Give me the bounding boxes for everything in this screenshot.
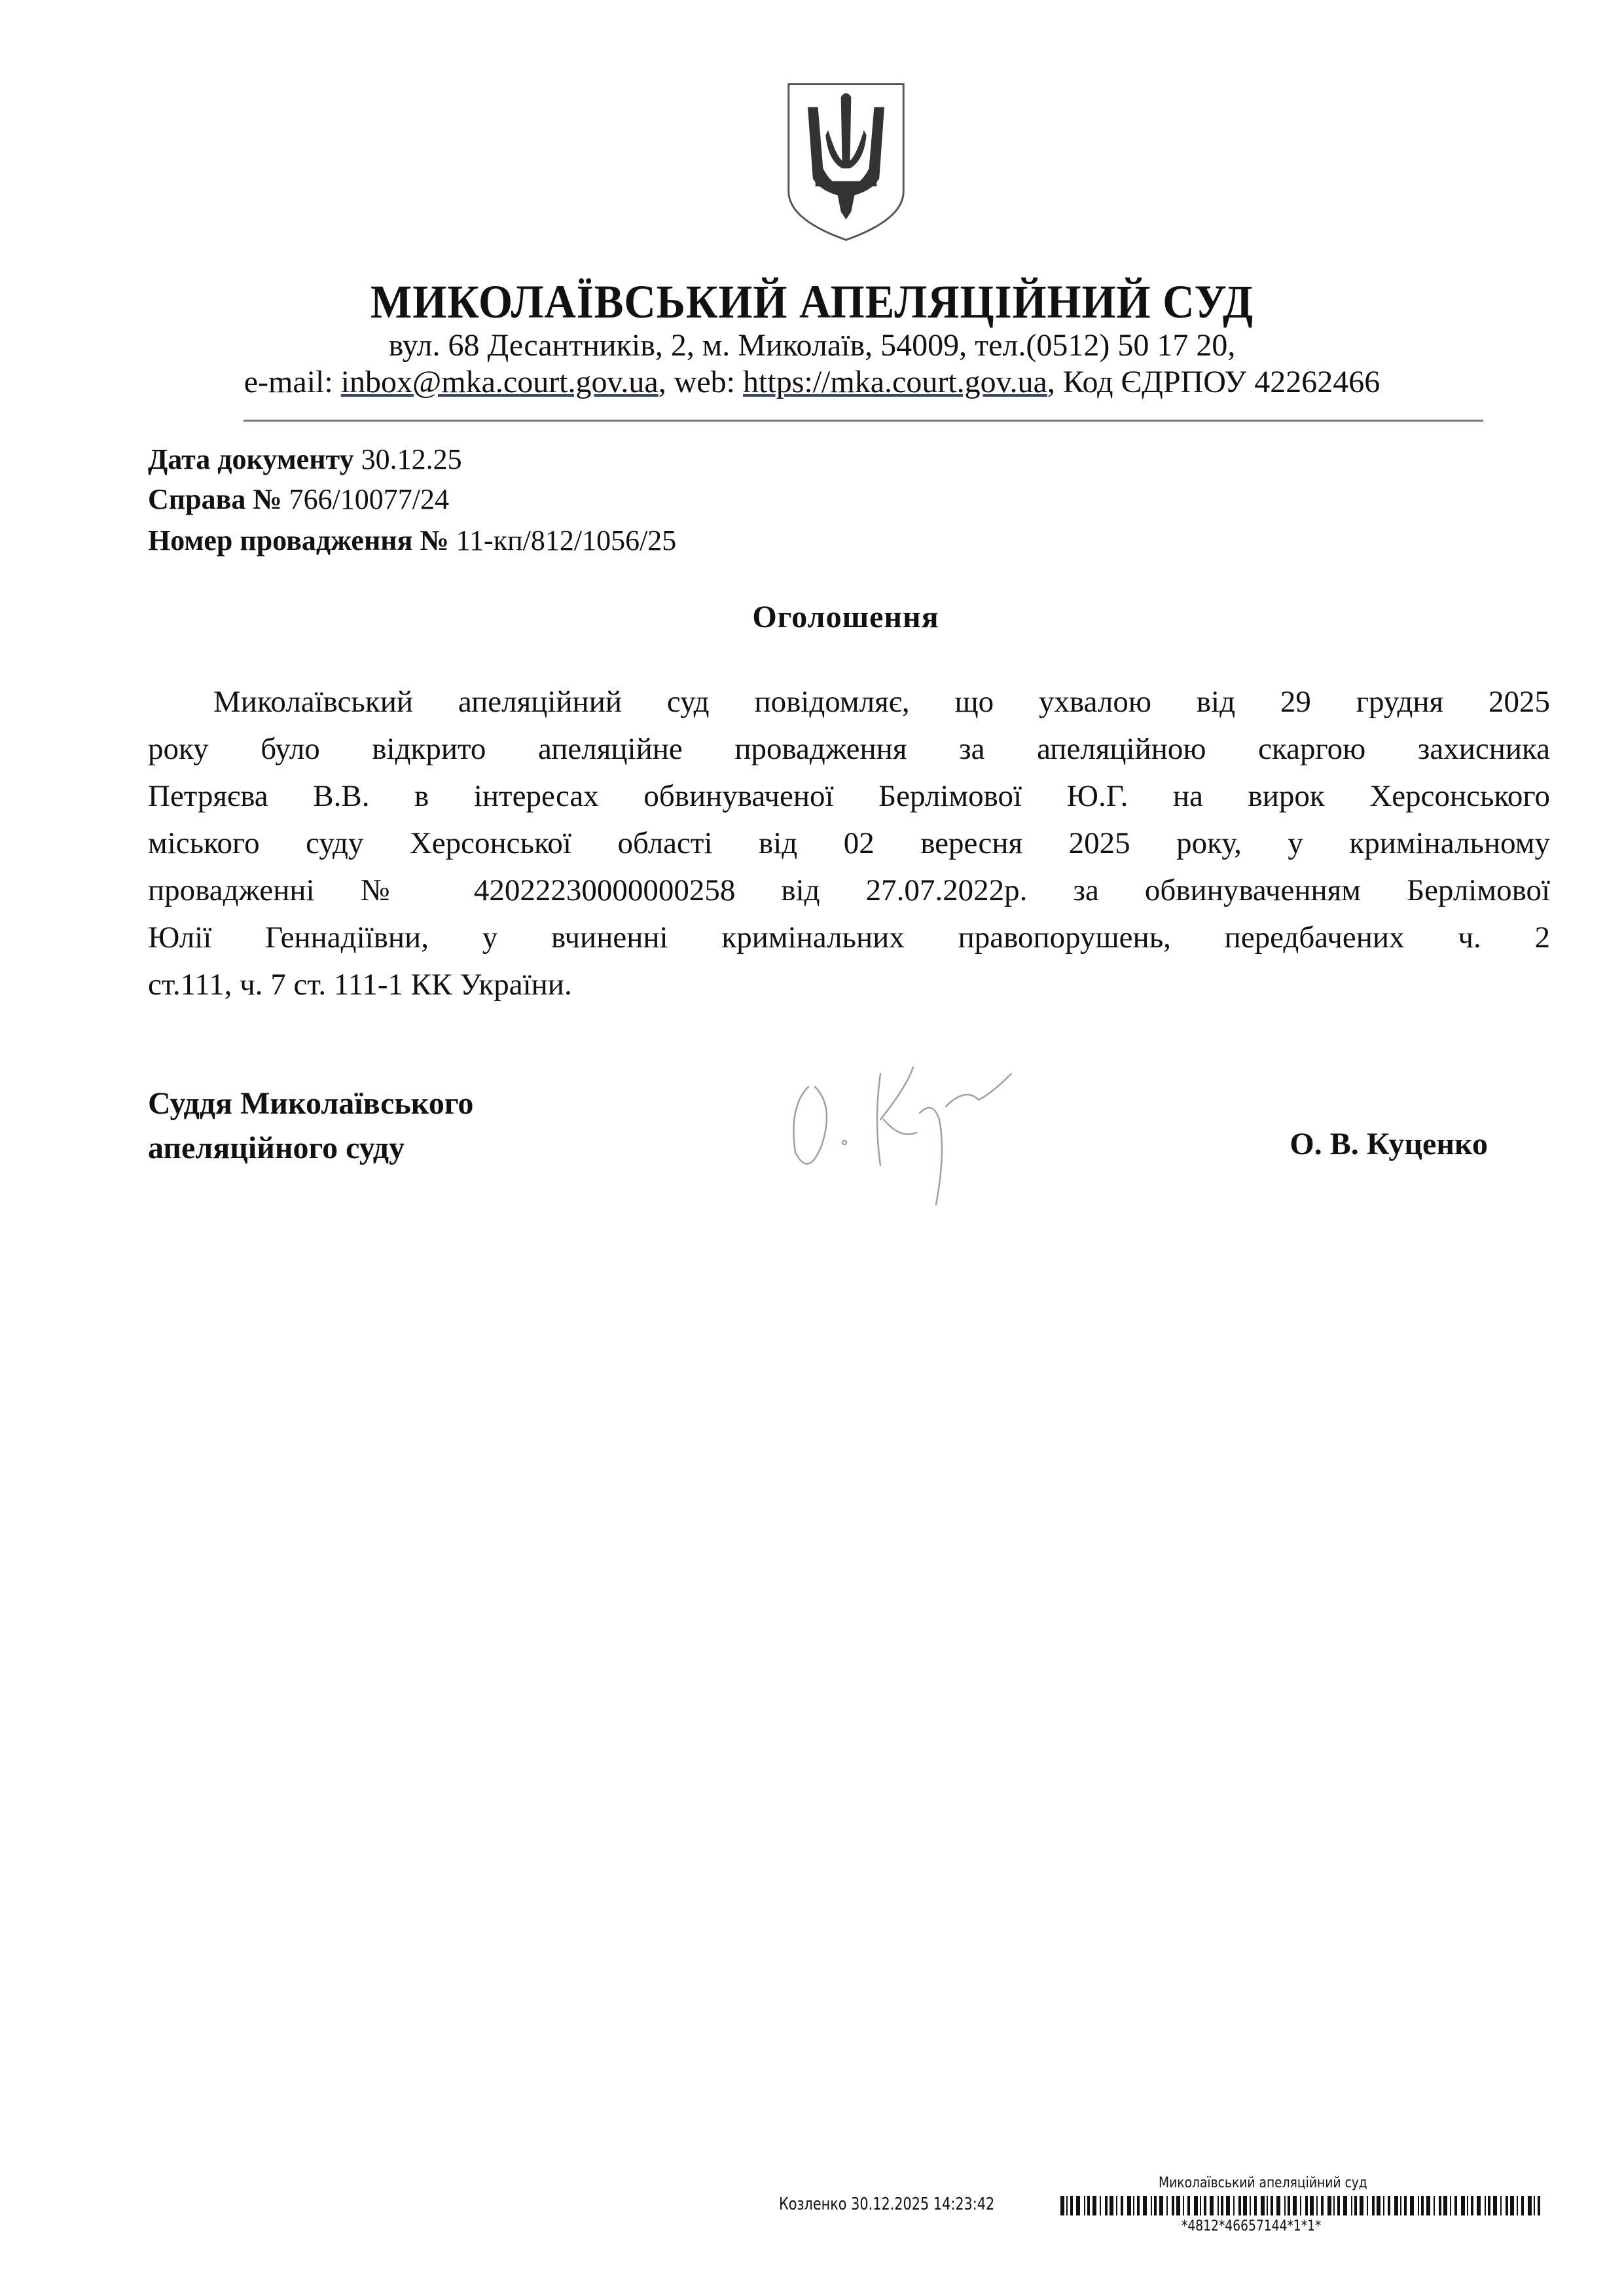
barcode-bar: [1454, 2196, 1457, 2215]
court-address: вул. 68 Десантників, 2, м. Миколаїв, 54009, тел.(0512) 50 17 20,: [388, 328, 1236, 363]
barcode-bar: [1267, 2196, 1268, 2215]
body-line: року було відкрито апеляційне провадження за апеляційною скаргою захисника: [148, 732, 1550, 766]
barcode-bar: [1517, 2196, 1518, 2215]
barcode-bar: [1421, 2196, 1424, 2215]
body-line: ст.111, ч. 7 ст. 111-1 КК України.: [148, 968, 572, 1002]
case-number-value: 766/10077/24: [289, 483, 450, 515]
barcode-bar: [1284, 2196, 1286, 2215]
barcode-bar: [1388, 2196, 1390, 2215]
edrpou-code: , Код ЄДРПОУ 42262466: [1047, 365, 1380, 399]
coat-of-arms-emblem: [782, 79, 910, 246]
case-number: [148, 483, 449, 516]
barcode-bar: [1221, 2196, 1223, 2215]
barcode-bar: [1154, 2196, 1157, 2215]
barcode-bar: [1426, 2196, 1430, 2215]
barcode-bar: [1110, 2196, 1113, 2215]
barcode-bar: [1226, 2196, 1230, 2215]
barcode-bar: [1060, 2196, 1064, 2215]
barcode-bar: [1485, 2196, 1486, 2215]
barcode-bar: [1410, 2196, 1414, 2215]
barcode-bar: [1333, 2196, 1335, 2215]
barcode-bar: [1087, 2196, 1090, 2215]
body-line: Петряєва В.В. в інтересах обвинуваченої Берлімової Ю.Г. на вирок Херсонського: [148, 779, 1550, 813]
document-date-value: 30.12.25: [361, 443, 462, 475]
barcode-bar: [1321, 2196, 1324, 2215]
barcode-bar: [1172, 2196, 1174, 2215]
barcode-bar: [1300, 2196, 1301, 2215]
barcode-bar: [1538, 2196, 1540, 2215]
barcode-bar: [1133, 2196, 1134, 2215]
barcode-bar: [1261, 2196, 1265, 2215]
barcode-bar: [1500, 2196, 1502, 2215]
barcode-bar: [1443, 2196, 1447, 2215]
barcode-bar: [1076, 2196, 1080, 2215]
barcode-bar: [1176, 2196, 1180, 2215]
barcode-number: *4812*46657144*1*1*: [1182, 2218, 1322, 2234]
email-link[interactable]: inbox@mka.court.gov.ua: [340, 365, 659, 399]
document-date: [148, 443, 462, 476]
document-date-label: Дата документу: [148, 443, 354, 475]
barcode-bar: [1400, 2196, 1401, 2215]
barcode-bar: [1194, 2196, 1198, 2215]
barcode-bar: [1471, 2196, 1473, 2215]
barcode-bar: [1151, 2196, 1152, 2215]
barcode-bar: [1183, 2196, 1184, 2215]
barcode-bar: [1488, 2196, 1490, 2215]
proceeding-number-value: 11-кп/812/1056/25: [456, 524, 677, 556]
proceeding-number-label: Номер провадження №: [148, 524, 449, 556]
barcode-bar: [1121, 2196, 1123, 2215]
body-line: міського суду Херсонської області від 02 вересня 2025 року, у кримінальному: [148, 826, 1550, 860]
barcode-bar: [1187, 2196, 1190, 2215]
barcode-bar: [1343, 2196, 1347, 2215]
barcode-bar: [1276, 2196, 1280, 2215]
barcode-bar: [1200, 2196, 1201, 2215]
barcode-bar: [1305, 2196, 1308, 2215]
barcode-bar: [1367, 2196, 1368, 2215]
judge-name: О. В. Куценко: [1290, 1127, 1488, 1161]
barcode-bar: [1383, 2196, 1384, 2215]
barcode-bar: [1100, 2196, 1101, 2215]
court-contacts: [0, 364, 1624, 400]
barcode-bar: [1218, 2196, 1219, 2215]
judge-title-line: апеляційного суду: [148, 1131, 405, 1165]
barcode-bar: [1127, 2196, 1131, 2215]
barcode-bar: [1238, 2196, 1241, 2215]
barcode-bar: [1233, 2196, 1235, 2215]
barcode-bar: [1293, 2196, 1297, 2215]
email-label: e-mail:: [244, 365, 341, 399]
barcode-bar: [1418, 2196, 1419, 2215]
barcode-bar: [1327, 2196, 1331, 2215]
barcode-bar: [1254, 2196, 1257, 2215]
barcode-bar: [1534, 2196, 1535, 2215]
barcode-bar: [1250, 2196, 1251, 2215]
barcode-bar: [1510, 2196, 1514, 2215]
barcode-bar: [1404, 2196, 1407, 2215]
barcode-bar: [1493, 2196, 1497, 2215]
barcode-bar: [1372, 2196, 1375, 2215]
barcode-bar: [1137, 2196, 1140, 2215]
barcode-bar: [1450, 2196, 1451, 2215]
barcode-bar: [1288, 2196, 1290, 2215]
body-line: провадженні № 42022230000000258 від 27.07.2022р. за обвинуваченням Берлімової: [148, 873, 1550, 907]
barcode-bar: [1070, 2196, 1073, 2215]
barcode-bar: [1159, 2196, 1163, 2215]
barcode-bar: [1377, 2196, 1380, 2215]
barcode-bar: [1351, 2196, 1352, 2215]
barcode-bar: [1143, 2196, 1147, 2215]
body-line: Юлії Геннадіївни, у вчиненні кримінальних правопорушень, передбачених ч. 2: [148, 920, 1550, 955]
barcode-bar: [1354, 2196, 1357, 2215]
stamp-user-timestamp: Козленко 30.12.2025 14:23:42: [779, 2195, 995, 2214]
barcode-bar: [1434, 2196, 1435, 2215]
barcode-bar: [1243, 2196, 1247, 2215]
case-number-label: Справа №: [148, 483, 282, 515]
barcode-bar: [1166, 2196, 1168, 2215]
barcode-bar: [1066, 2196, 1068, 2215]
barcode-bar: [1204, 2196, 1206, 2215]
registration-stamp: [779, 2175, 1551, 2240]
barcode-bar: [1467, 2196, 1468, 2215]
barcode-bar: [1271, 2196, 1273, 2215]
header-divider: [244, 420, 1483, 422]
barcode-bar: [1521, 2196, 1524, 2215]
barcode-bar: [1461, 2196, 1465, 2215]
barcode-bar: [1316, 2196, 1318, 2215]
announcement-body: [148, 678, 1550, 1008]
announcement-heading: Оголошення: [752, 600, 939, 634]
handwritten-signature: [782, 1048, 1044, 1218]
barcode-bar: [1116, 2196, 1117, 2215]
web-label: , web:: [658, 365, 744, 399]
barcode-bar: [1337, 2196, 1340, 2215]
barcode-bar: [1105, 2196, 1108, 2215]
barcode-bar: [1310, 2196, 1314, 2215]
barcode: [1060, 2196, 1545, 2215]
proceeding-number: [148, 524, 676, 557]
barcode-bar: [1439, 2196, 1441, 2215]
barcode-bar: [1084, 2196, 1085, 2215]
court-name-title: МИКОЛАЇВСЬКИЙ АПЕЛЯЦІЙНИЙ СУД: [370, 276, 1254, 328]
stamp-court-label: Миколаївський апеляційний суд: [1159, 2175, 1367, 2191]
judge-title: [148, 1082, 473, 1171]
website-link[interactable]: https://mka.court.gov.ua: [743, 365, 1047, 399]
barcode-bar: [1394, 2196, 1398, 2215]
barcode-bar: [1528, 2196, 1532, 2215]
barcode-bar: [1360, 2196, 1363, 2215]
body-line: Миколаївський апеляційний суд повідомляє, що ухвалою від 29 грудня 2025: [213, 685, 1550, 719]
judge-title-line: Суддя Миколаївського: [148, 1086, 474, 1121]
barcode-bar: [1092, 2196, 1096, 2215]
barcode-bar: [1210, 2196, 1214, 2215]
barcode-bar: [1477, 2196, 1481, 2215]
barcode-bar: [1506, 2196, 1508, 2215]
